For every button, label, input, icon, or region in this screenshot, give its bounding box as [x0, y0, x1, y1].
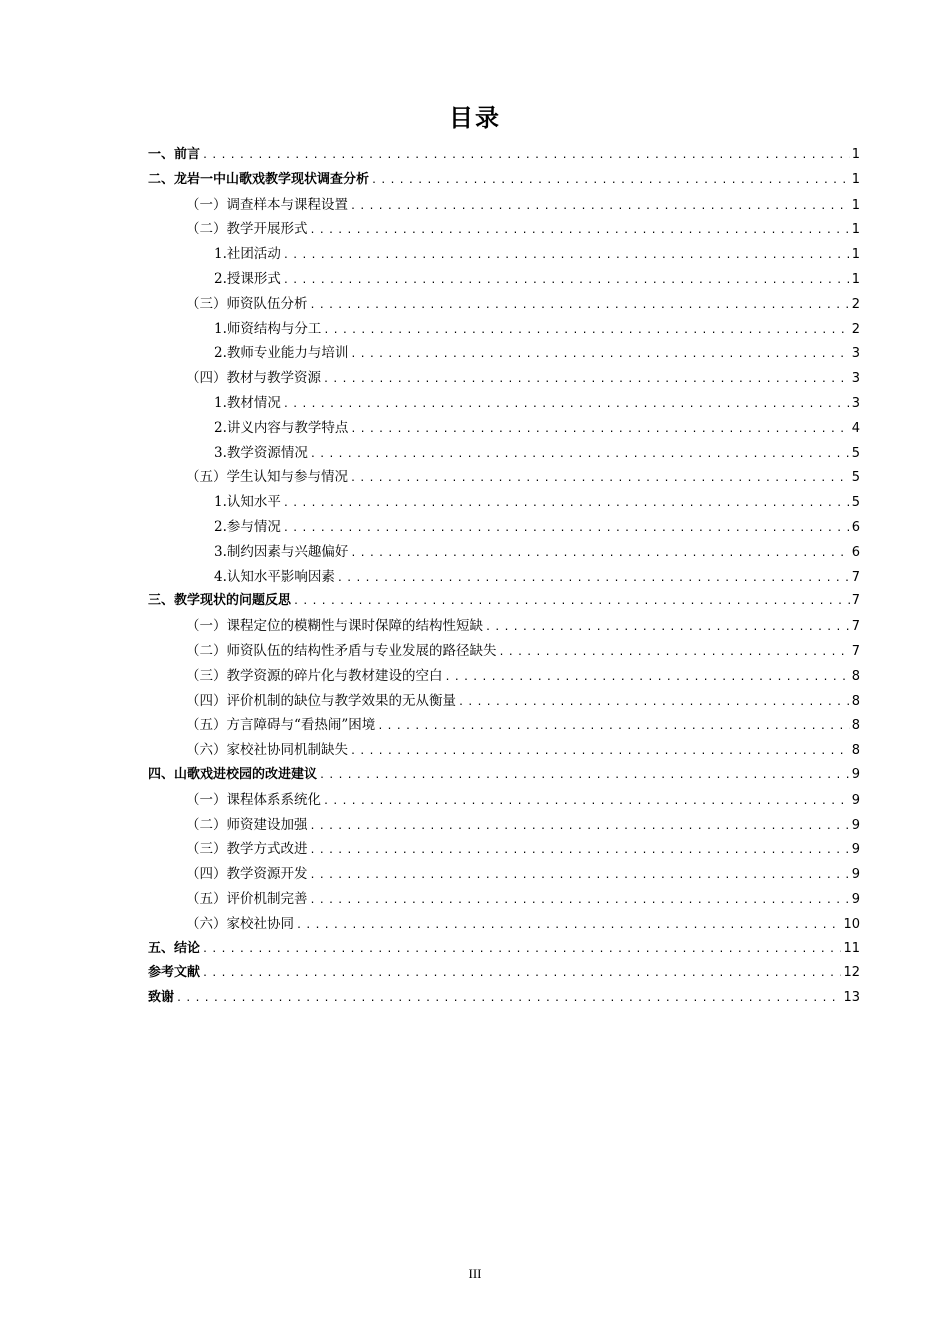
toc-entry-page-number: 1: [851, 222, 860, 238]
toc-entry-page-number: 6: [851, 544, 860, 560]
toc-entry-page-number: 9: [851, 766, 860, 782]
toc-entry-label: （一）调查样本与课程设置: [186, 196, 348, 213]
toc-entry-label: （五）学生认知与参与情况: [186, 469, 348, 486]
toc-entry-page-number: 3: [851, 395, 860, 411]
toc-entry-page-number: 5: [851, 445, 860, 461]
toc-entry-label: （二）教学开展形式: [186, 221, 308, 238]
toc-dot-leader: [485, 622, 850, 633]
toc-entry[interactable]: [148, 862, 860, 887]
toc-entry-label: （六）家校社协同机制缺失: [186, 742, 348, 759]
toc-entry-page-number: 2: [851, 321, 860, 337]
toc-entry-label: 二、龙岩一中山歌戏教学现状调查分析: [148, 171, 370, 187]
toc-entry[interactable]: [148, 490, 860, 515]
toc-entry-page-number: 1: [851, 271, 860, 287]
toc-entry-label: （六）家校社协同: [186, 915, 294, 932]
toc-entry[interactable]: [148, 738, 860, 763]
toc-entry[interactable]: [148, 589, 860, 614]
toc-entry-page-number: 9: [851, 842, 860, 858]
footer-page-number: III: [468, 1266, 482, 1281]
toc-entry[interactable]: [148, 540, 860, 565]
toc-entry-page-number: 7: [851, 569, 860, 585]
toc-dot-leader: [310, 845, 850, 856]
toc-dot-leader: [371, 175, 850, 186]
toc-dot-leader: [283, 250, 850, 261]
toc-entry-page-number: 7: [851, 619, 860, 635]
toc-entry-label: （三）师资队伍分析: [186, 295, 308, 312]
toc-entry-label: （五）评价机制完善: [186, 890, 308, 907]
toc-dot-leader: [310, 870, 850, 881]
toc-entry[interactable]: [148, 317, 860, 342]
toc-entry-label: 致谢: [148, 990, 175, 1006]
toc-entry-page-number: 1: [851, 147, 860, 162]
toc-entry-label: 参考文献: [148, 965, 201, 981]
toc-entry-label: （一）课程体系系统化: [186, 791, 321, 808]
toc-dot-leader: [202, 150, 850, 161]
toc-entry-page-number: 7: [851, 593, 860, 609]
toc-entry-page-number: 7: [851, 643, 860, 659]
toc-entry[interactable]: [148, 217, 860, 242]
toc-entry-label: 2.讲义内容与教学特点: [214, 419, 349, 436]
toc-entry-page-number: 5: [851, 495, 860, 511]
toc-dot-leader: [283, 523, 850, 534]
toc-dot-leader: [350, 473, 850, 484]
toc-entry-page-number: 9: [851, 792, 860, 808]
toc-entry-page-number: 9: [851, 867, 860, 883]
toc-entry-page-number: 8: [851, 668, 860, 684]
toc-entry-page-number: 4: [851, 420, 860, 436]
toc-dot-leader: [310, 300, 850, 311]
toc-entry-page-number: 5: [851, 470, 860, 486]
toc-dot-leader: [323, 325, 849, 336]
toc-dot-leader: [319, 770, 850, 781]
toc-entry-page-number: 9: [851, 891, 860, 907]
toc-entry[interactable]: [148, 788, 860, 813]
toc-entry-label: 五、结论: [148, 940, 201, 956]
toc-entry[interactable]: [148, 292, 860, 317]
toc-entry[interactable]: [148, 837, 860, 862]
toc-entry-label: （三）教学方式改进: [186, 841, 308, 858]
toc-entry[interactable]: [148, 465, 860, 490]
toc-dot-leader: [337, 573, 850, 584]
toc-entry[interactable]: [148, 168, 860, 193]
toc-entry[interactable]: [148, 614, 860, 639]
toc-entry-page-number: 3: [851, 346, 860, 362]
toc-entry[interactable]: [148, 713, 860, 738]
toc-entry-label: 2.教师专业能力与培训: [214, 345, 349, 362]
toc-dot-leader: [499, 647, 850, 658]
toc-entry-label: 三、教学现状的问题反思: [148, 593, 292, 609]
toc-entry[interactable]: [148, 565, 860, 590]
toc-entry-page-number: 1: [851, 197, 860, 213]
toc-dot-leader: [323, 796, 850, 807]
toc-entry-label: 3.制约因素与兴趣偏好: [214, 543, 349, 560]
toc-entry[interactable]: [148, 763, 860, 788]
toc-entry[interactable]: [148, 341, 860, 366]
toc-dot-leader: [283, 498, 850, 509]
toc-entry[interactable]: [148, 664, 860, 689]
toc-dot-leader: [283, 399, 850, 410]
toc-entry[interactable]: [148, 912, 860, 937]
toc-dot-leader: [445, 672, 850, 683]
toc-dot-leader: [176, 993, 841, 1004]
toc-dot-leader: [310, 895, 850, 906]
toc-dot-leader: [350, 424, 849, 435]
toc-entry-label: 一、前言: [148, 147, 201, 162]
toc-entry-label: 四、山歌戏进校园的改进建议: [148, 766, 318, 782]
toc-entry[interactable]: [148, 986, 860, 1011]
toc-entry[interactable]: [148, 267, 860, 292]
toc-entry-label: 2.参与情况: [214, 518, 281, 535]
toc-dot-leader: [202, 944, 841, 955]
toc-entry-label: 4.认知水平影响因素: [214, 568, 335, 585]
toc-entry-label: （五）方言障碍与“看热闹”困境: [186, 717, 376, 734]
toc-entry[interactable]: [148, 242, 860, 267]
toc-dot-leader: [202, 968, 841, 979]
toc-entry-label: （四）教学资源开发: [186, 866, 308, 883]
toc-entry-label: 1.社团活动: [214, 246, 281, 263]
toc-dot-leader: [310, 821, 850, 832]
toc-entry-page-number: 13: [843, 990, 860, 1006]
toc-dot-leader: [293, 596, 850, 607]
toc-dot-leader: [323, 374, 850, 385]
toc-entry-label: 1.认知水平: [214, 494, 281, 511]
toc-entry-label: （二）师资队伍的结构性矛盾与专业发展的路径缺失: [186, 642, 497, 659]
toc-dot-leader: [283, 275, 850, 286]
toc-entry-page-number: 10: [843, 916, 860, 932]
toc-entry-label: 3.教学资源情况: [214, 444, 308, 461]
toc-title: 目录: [449, 104, 501, 132]
toc-entry[interactable]: [148, 441, 860, 466]
toc-dot-leader: [310, 449, 850, 460]
toc-dot-leader: [350, 201, 850, 212]
toc-entry-label: 2.授课形式: [214, 270, 281, 287]
toc-entry[interactable]: [148, 515, 860, 540]
toc-dot-leader: [296, 920, 841, 931]
toc-dot-leader: [350, 746, 850, 757]
toc-entry[interactable]: [148, 143, 860, 168]
toc-entry-page-number: 6: [851, 519, 860, 535]
toc-dot-leader: [350, 548, 849, 559]
toc-entry-label: （四）评价机制的缺位与教学效果的无从衡量: [186, 692, 456, 709]
toc-entry[interactable]: [148, 193, 860, 218]
toc-entry[interactable]: [148, 813, 860, 838]
toc-entry-page-number: 8: [851, 718, 860, 734]
toc-entry[interactable]: [148, 937, 860, 962]
toc-entry[interactable]: [148, 366, 860, 391]
toc-entry[interactable]: [148, 639, 860, 664]
toc-entry[interactable]: [148, 416, 860, 441]
toc-entry-page-number: 8: [851, 693, 860, 709]
toc-dot-leader: [458, 697, 850, 708]
toc-entry-label: （一）课程定位的模糊性与课时保障的结构性短缺: [186, 618, 483, 635]
toc-entry[interactable]: [148, 961, 860, 986]
toc-dot-leader: [310, 225, 850, 236]
toc-entry-page-number: 2: [851, 296, 860, 312]
toc-dot-leader: [350, 349, 849, 360]
toc-entry[interactable]: [148, 391, 860, 416]
toc-entry-page-number: 12: [843, 965, 860, 981]
toc-entry-page-number: 11: [843, 940, 860, 956]
toc-entry-label: （四）教材与教学资源: [186, 370, 321, 387]
toc-entry[interactable]: [148, 689, 860, 714]
toc-entry-label: 1.教材情况: [214, 394, 281, 411]
toc-entry-page-number: 9: [851, 817, 860, 833]
toc-entry-label: （三）教学资源的碎片化与教材建设的空白: [186, 667, 443, 684]
toc-entry-page-number: 8: [851, 743, 860, 759]
toc-entry[interactable]: [148, 887, 860, 912]
toc-entry-label: （二）师资建设加强: [186, 816, 308, 833]
toc-entry-page-number: 1: [851, 247, 860, 263]
toc-dot-leader: [377, 721, 849, 732]
toc-entry-page-number: 3: [851, 371, 860, 387]
toc-entry-page-number: 1: [851, 171, 860, 187]
toc-list: [148, 143, 860, 1011]
toc-entry-label: 1.师资结构与分工: [214, 320, 322, 337]
